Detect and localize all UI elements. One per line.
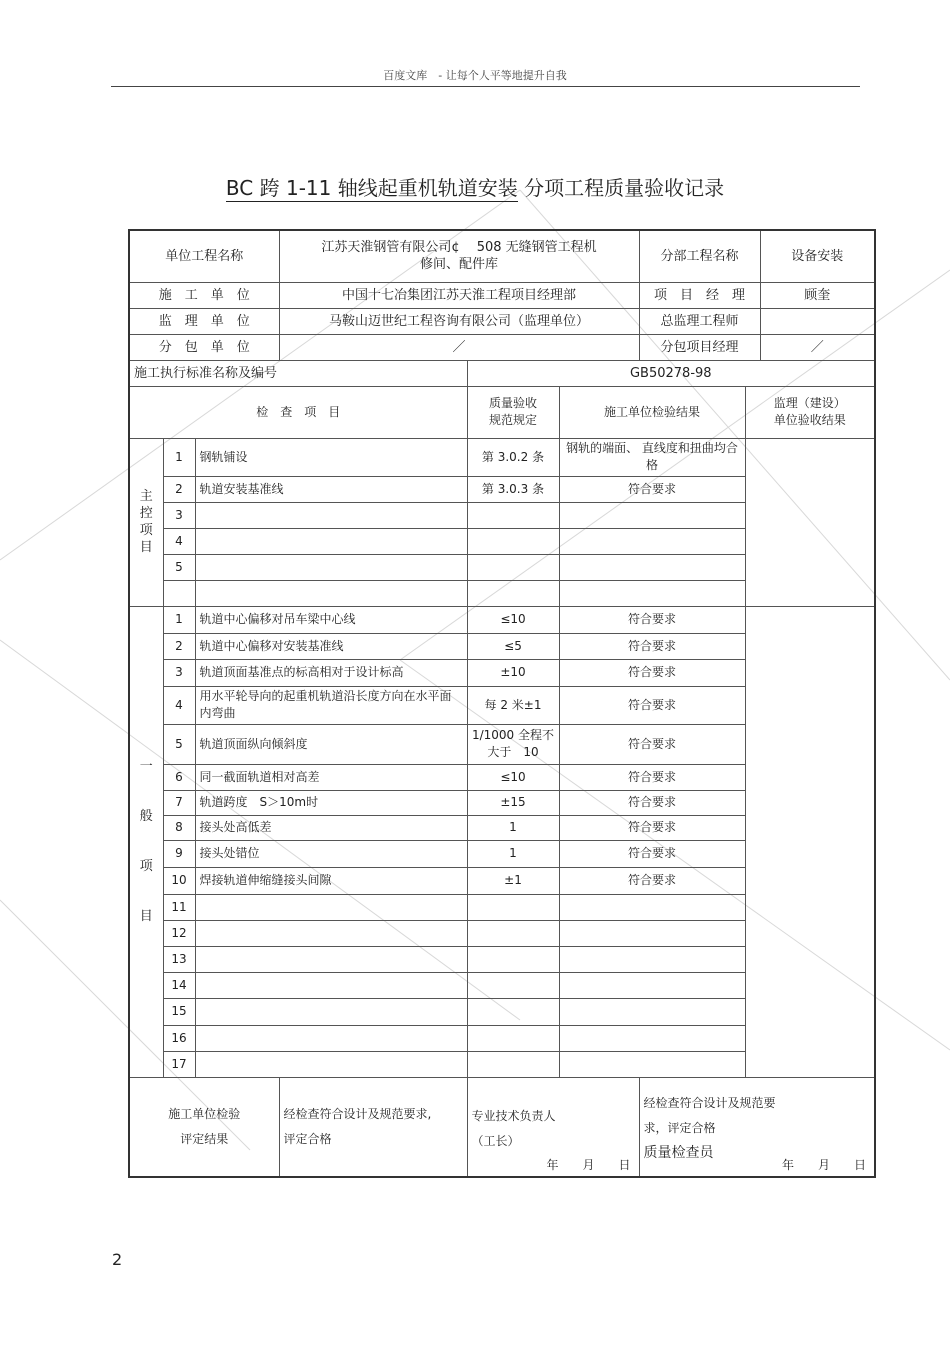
cell-spec [467, 528, 559, 554]
cell-name: 接头处错位 [195, 840, 467, 867]
cell-result [559, 528, 745, 554]
header-divider [111, 86, 860, 87]
cell-no: 14 [163, 972, 195, 998]
cell-result: 符合要求 [559, 633, 745, 659]
inspection-record-table [128, 229, 876, 1178]
cell-result [559, 894, 745, 920]
cell-no: 5 [163, 724, 195, 764]
cell-name [195, 972, 467, 998]
cell-no: 2 [163, 476, 195, 502]
cell-result [559, 502, 745, 528]
col-header-spec: 质量验收 规范规定 [467, 386, 559, 438]
cell-result [559, 1051, 745, 1077]
cell-spec: 1 [467, 815, 559, 840]
cell-no [163, 580, 195, 606]
cell-name: 轨道顶面基准点的标高相对于设计标高 [195, 659, 467, 686]
sub-project-value: 设备安装 [760, 230, 875, 282]
cell-name [195, 528, 467, 554]
title-suffix: 分项工程质量验收记录 [524, 176, 725, 200]
cell-spec [467, 998, 559, 1025]
supervision-unit-value: 马鞍山迈世纪工程咨询有限公司（监理单位） [279, 308, 639, 334]
cell-result [559, 946, 745, 972]
project-manager-label: 项 目 经 理 [639, 282, 760, 308]
cell-spec: ±15 [467, 790, 559, 815]
cell-spec [467, 972, 559, 998]
construction-unit-label: 施 工 单 位 [129, 282, 279, 308]
chief-supervisor-value [760, 308, 875, 334]
table-row [129, 606, 875, 633]
cell-spec: 1 [467, 840, 559, 867]
cell-no: 17 [163, 1051, 195, 1077]
cell-name [195, 1025, 467, 1051]
subcontract-manager-label: 分包项目经理 [639, 334, 760, 360]
cell-result: 符合要求 [559, 659, 745, 686]
cell-result: 符合要求 [559, 764, 745, 790]
cell-name: 轨道中心偏移对安装基准线 [195, 633, 467, 659]
cell-result [559, 1025, 745, 1051]
cell-no: 2 [163, 633, 195, 659]
construction-unit-value: 中国十七冶集团江苏天淮工程项目经理部 [279, 282, 639, 308]
cell-no: 11 [163, 894, 195, 920]
standard-value: GB50278-98 [467, 360, 875, 386]
cell-name [195, 998, 467, 1025]
cell-no: 7 [163, 790, 195, 815]
tech-date: 年 月 日 [546, 1158, 631, 1172]
cell-spec: 1/1000 全程不大于 10 [467, 724, 559, 764]
cell-no: 9 [163, 840, 195, 867]
cell-spec [467, 894, 559, 920]
sub-project-label: 分部工程名称 [639, 230, 760, 282]
cell-result [559, 998, 745, 1025]
cell-result [559, 920, 745, 946]
cell-name: 用水平轮导向的起重机轨道沿长度方向在水平面内弯曲 [195, 686, 467, 724]
cell-no: 10 [163, 867, 195, 894]
cell-result [559, 554, 745, 580]
page-header: 百度文库 - 让每个人平等地提升自我 [383, 69, 567, 82]
title-project: BC 跨 1-11 轴线起重机轨道安装 [225, 176, 518, 200]
cell-name [195, 554, 467, 580]
signoff-supervision: 经检查符合设计及规范要 求，评定合格 质量检查员 年 月 日 [639, 1077, 875, 1177]
supervision-unit-label: 监 理 单 位 [129, 308, 279, 334]
cell-result: 符合要求 [559, 790, 745, 815]
cell-spec [467, 580, 559, 606]
main-group-label: 主 控 项 目 [129, 438, 163, 606]
cell-result: 钢轨的端面、 直线度和扭曲均合格 [559, 438, 745, 476]
cell-result: 符合要求 [559, 867, 745, 894]
col-header-result: 施工单位检验结果 [559, 386, 745, 438]
cell-spec: ±1 [467, 867, 559, 894]
cell-spec: ±10 [467, 659, 559, 686]
cell-spec: ≤10 [467, 606, 559, 633]
signoff-label: 施工单位检验 评定结果 [129, 1077, 279, 1177]
cell-no: 4 [163, 528, 195, 554]
cell-spec [467, 920, 559, 946]
cell-spec: 第 3.0.2 条 [467, 438, 559, 476]
unit-project-label: 单位工程名称 [129, 230, 279, 282]
cell-spec [467, 1025, 559, 1051]
cell-no: 1 [163, 606, 195, 633]
cell-spec: 每 2 米±1 [467, 686, 559, 724]
cell-name [195, 502, 467, 528]
cell-name [195, 894, 467, 920]
signoff-row [129, 1077, 875, 1177]
cell-result: 符合要求 [559, 724, 745, 764]
general-group-label: 一 般 项 目 [129, 606, 163, 1077]
cell-no: 5 [163, 554, 195, 580]
col-header-supervision: 监理（建设） 单位验收结果 [745, 386, 875, 438]
unit-project-value: 江苏天淮钢管有限公司¢ 508 无缝钢管工程机 修间、配件库 [279, 230, 639, 282]
cell-spec [467, 502, 559, 528]
cell-no: 8 [163, 815, 195, 840]
cell-name [195, 1051, 467, 1077]
document-title [0, 172, 950, 201]
general-supervision-result [745, 606, 875, 1077]
cell-name: 轨道安装基准线 [195, 476, 467, 502]
cell-result: 符合要求 [559, 840, 745, 867]
subcontract-manager-value: ／ [760, 334, 875, 360]
cell-no: 4 [163, 686, 195, 724]
page-number: 2 [112, 1250, 123, 1269]
cell-spec [467, 1051, 559, 1077]
quality-inspector: 质量检查员 [643, 1145, 714, 1162]
cell-no: 3 [163, 502, 195, 528]
supervision-date: 年 月 日 [782, 1158, 867, 1172]
cell-name: 轨道顶面纵向倾斜度 [195, 724, 467, 764]
cell-result [559, 580, 745, 606]
table-row [129, 438, 875, 476]
cell-no: 6 [163, 764, 195, 790]
cell-result: 符合要求 [559, 606, 745, 633]
cell-result: 符合要求 [559, 686, 745, 724]
cell-name: 同一截面轨道相对高差 [195, 764, 467, 790]
cell-name [195, 580, 467, 606]
cell-name: 轨道中心偏移对吊车梁中心线 [195, 606, 467, 633]
cell-no: 3 [163, 659, 195, 686]
cell-name: 轨道跨度 S＞10m时 [195, 790, 467, 815]
cell-result: 符合要求 [559, 815, 745, 840]
chief-supervisor-label: 总监理工程师 [639, 308, 760, 334]
cell-no: 1 [163, 438, 195, 476]
signoff-technical-lead: 专业技术负责人 （工长） 年 月 日 [467, 1077, 639, 1177]
cell-name: 接头处高低差 [195, 815, 467, 840]
cell-result: 符合要求 [559, 476, 745, 502]
cell-name [195, 946, 467, 972]
cell-result [559, 972, 745, 998]
cell-no: 16 [163, 1025, 195, 1051]
cell-spec: ≤5 [467, 633, 559, 659]
project-manager-value: 顾奎 [760, 282, 875, 308]
cell-name: 钢轨铺设 [195, 438, 467, 476]
subcontract-unit-value: ／ [279, 334, 639, 360]
col-header-item: 检 查 项 目 [129, 386, 467, 438]
subcontract-unit-label: 分 包 单 位 [129, 334, 279, 360]
cell-spec: 第 3.0.3 条 [467, 476, 559, 502]
standard-label: 施工执行标准名称及编号 [129, 360, 467, 386]
cell-name: 焊接轨道伸缩缝接头间隙 [195, 867, 467, 894]
cell-no: 13 [163, 946, 195, 972]
main-supervision-result [745, 438, 875, 606]
cell-spec [467, 946, 559, 972]
cell-spec: ≤10 [467, 764, 559, 790]
cell-no: 12 [163, 920, 195, 946]
cell-no: 15 [163, 998, 195, 1025]
signoff-construction-result: 经检查符合设计及规范要求, 评定合格 [279, 1077, 467, 1177]
cell-spec [467, 554, 559, 580]
cell-name [195, 920, 467, 946]
